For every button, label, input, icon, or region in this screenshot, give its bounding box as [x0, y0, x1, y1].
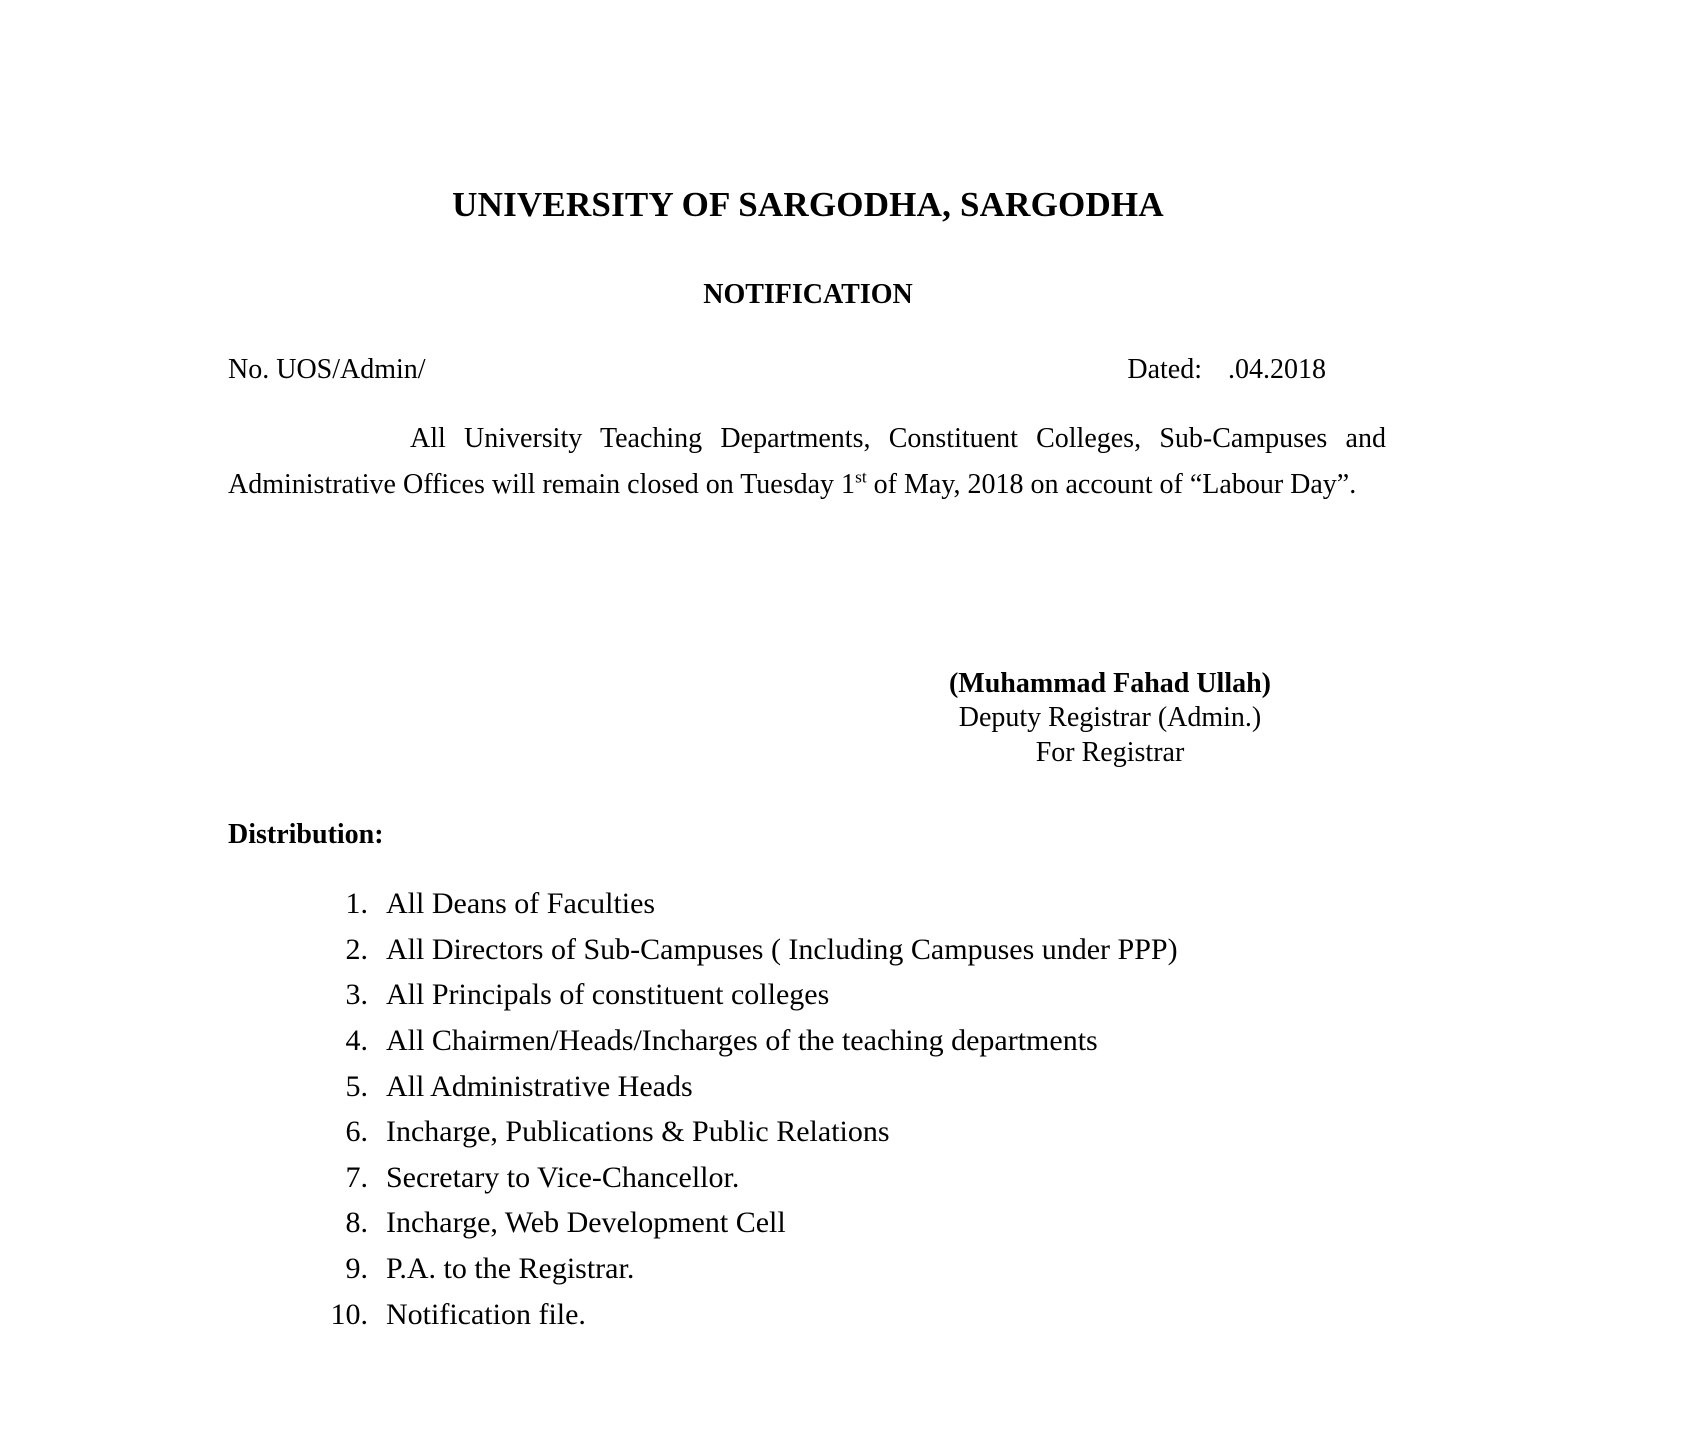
list-item [228, 1109, 1388, 1155]
list-item-label: Incharge, Web Development Cell [386, 1206, 786, 1240]
list-item-number: 7. [345, 1160, 368, 1194]
list-item [228, 881, 1388, 927]
list-item-number: 8. [345, 1206, 368, 1240]
signatory-on-behalf: For Registrar [1035, 736, 1185, 768]
list-item-label: All Chairmen/Heads/Incharges of the teaching departments [386, 1024, 1098, 1058]
signatory-designation: Deputy Registrar (Admin.) [958, 702, 1262, 734]
list-item-number: 4. [345, 1024, 368, 1058]
reference-row [228, 310, 1388, 386]
list-item [228, 1200, 1388, 1246]
signature-block [780, 507, 1440, 769]
list-item-label: All Deans of Faculties [386, 887, 656, 921]
list-item-number: 10. [330, 1297, 368, 1331]
list-item-label: All Principals of constituent colleges [386, 978, 830, 1012]
list-item-label: Secretary to Vice-Chancellor. [386, 1160, 740, 1194]
list-item [228, 972, 1388, 1018]
list-item-number: 9. [345, 1252, 368, 1286]
body-text-part-two: of May, 2018 on account of “Labour Day”. [866, 468, 1357, 500]
document-subtitle: NOTIFICATION [703, 278, 913, 310]
list-item [228, 1155, 1388, 1201]
date-label: Dated: [1127, 354, 1202, 386]
notification-body [228, 386, 1386, 507]
reference-number: No. UOS/Admin/ [228, 354, 426, 386]
list-item-label: All Directors of Sub-Campuses ( Including Campuses under PPP) [386, 932, 1178, 966]
list-item-label: All Administrative Heads [386, 1069, 693, 1103]
date-value: .04.2018 [1228, 354, 1326, 386]
list-item [228, 1018, 1388, 1064]
list-item [228, 927, 1388, 973]
signatory-name: (Muhammad Fahad Ullah) [948, 668, 1272, 700]
body-text-part-one: All University Teaching Departments, Constituent Colleges, Sub-Campuses and Administrative Offices will remain closed on Tuesday 1 [228, 423, 1386, 500]
list-item [228, 1292, 1388, 1338]
list-item [228, 1064, 1388, 1110]
list-item [228, 1246, 1388, 1292]
distribution-list [228, 851, 1388, 1337]
list-item-label: Incharge, Publications & Public Relations [386, 1115, 890, 1149]
list-item-number: 6. [345, 1115, 368, 1149]
list-item-label: Notification file. [386, 1297, 586, 1331]
document-content [228, 0, 1388, 1337]
list-item-number: 2. [345, 932, 368, 966]
ordinal-suffix: st [855, 467, 867, 487]
date-group [1127, 354, 1388, 386]
list-item-number: 3. [345, 978, 368, 1012]
list-item-number: 1. [345, 887, 368, 921]
distribution-heading: Distribution: [228, 818, 384, 850]
list-item-number: 5. [345, 1069, 368, 1103]
page-title: UNIVERSITY OF SARGODHA, SARGODHA [452, 185, 1164, 224]
list-item-label: P.A. to the Registrar. [386, 1252, 635, 1286]
